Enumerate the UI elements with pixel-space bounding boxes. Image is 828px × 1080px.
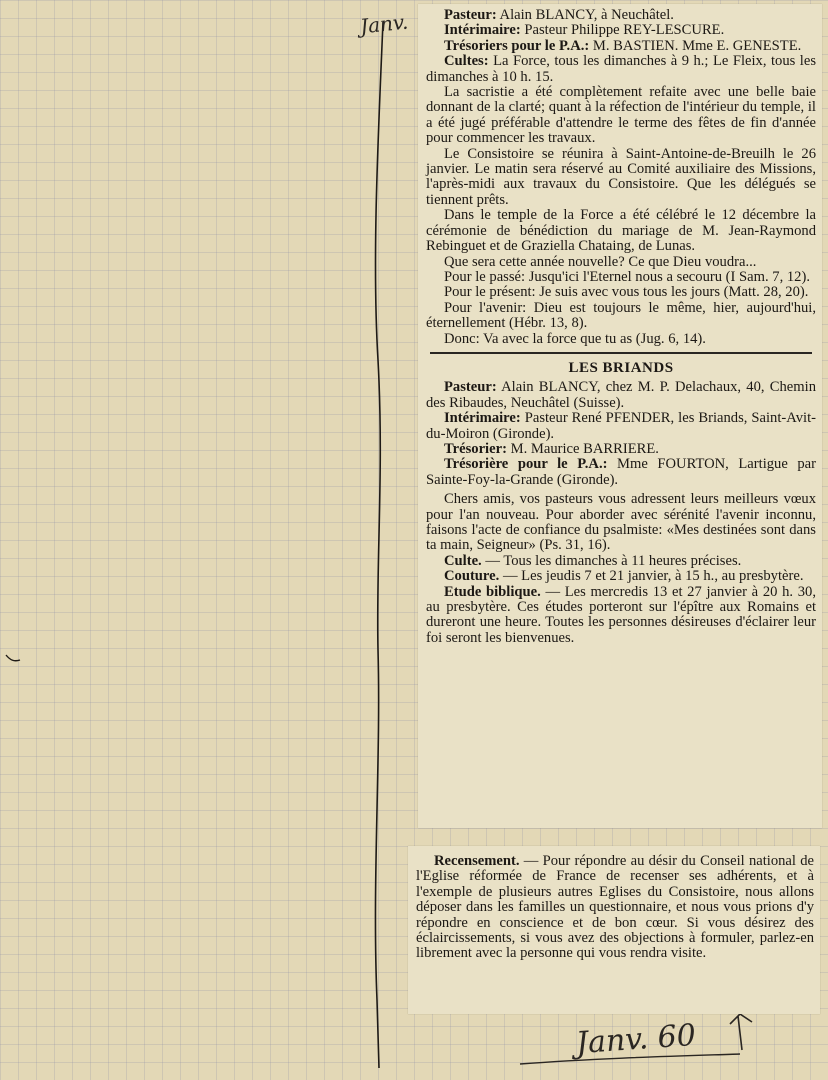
paragraph-donc: Donc: Va avec la force que tu as (Jug. 6, 14). (444, 330, 706, 347)
recensement-paragraph (416, 854, 814, 962)
newspaper-clipping-main (418, 4, 822, 828)
interimaire-line (426, 23, 816, 38)
paragraph-present: Pour le présent: Je suis avec vous tous les jours (Matt. 28, 20). (444, 284, 809, 301)
section-divider (430, 352, 812, 354)
interimaire-label: Intérimaire: (444, 22, 521, 39)
tresoriers-line (426, 39, 816, 54)
paragraph-avenir: Pour l'avenir: Dieu est toujours le même, hier, aujourd'hui, éternellement (Hébr. 13, 8). (426, 299, 816, 332)
clipping-column-2 (408, 846, 820, 962)
paragraph-voeux: Chers amis, vos pasteurs vous adressent leurs meilleurs vœux pour l'an nouveau. Pour aborder avec sérénité l'avenir inconnu, faisons l'acte de confiance du psalmiste: «Mes destinées sont dans ta main, Seigneur» (Ps. 31, 16). (426, 491, 816, 554)
recensement-text: — Pour répondre au désir du Conseil national de l'Eglise réformée de France de recenser ses adhérents, et à l'exemple de plusieurs autres Eglises du Consistoire, nous allons déposer dans les familles un questionnaire, et nous vous prions d'y répondre en conscience et de bon cœur. Si vous désirez des éclaircissements, si vous avez des objections à formuler, parlez-en librement avec la personne qui vous rendra visite. (416, 853, 814, 962)
tresoriers-label: Trésoriers pour le P.A.: (444, 37, 590, 54)
newspaper-clipping-recensement (408, 846, 820, 1014)
culte-line (426, 554, 816, 569)
paragraph-sacristie: La sacristie a été complètement refaite avec une belle baie donnant de la clarté; quant à la réfection de l'intérieur du temple, il a été jugé préférable d'attendre le terme des fêtes de fin d'année pour commencer les travaux. (426, 84, 816, 147)
pasteur-label: Pasteur: (444, 7, 497, 23)
culte-text: — Tous les dimanches à 11 heures précises. (485, 552, 742, 569)
handwritten-date-note: Janv. (358, 9, 410, 39)
tresorier-label: Trésorier: (444, 440, 507, 457)
tresoriere-line (426, 457, 816, 488)
clipping-column (418, 4, 822, 646)
interimaire-line-2 (426, 411, 816, 442)
paragraph-annee: Que sera cette année nouvelle? Ce que Dieu voudra... (444, 253, 757, 270)
interimaire-text-2: Pasteur René PFENDER, les Briands, Saint-Avit-du-Moiron (Gironde). (426, 410, 816, 442)
etude-text: — Les mercredis 13 et 27 janvier à 20 h. 30, au presbytère. Ces études porteront sur l'épître aux Romains et dureront une heure. Toutes les personnes désireuses d'éclairer leur foi seront les bienvenues. (426, 583, 816, 646)
section-heading: LES BRIANDS (568, 359, 674, 376)
paragraph-mariage: Dans le temple de la Force a été célébré le 12 décembre la cérémonie de bénédiction du mariage de M. Jean-Raymond Rebinguet et de Graziella Chataing, de Lunas. (426, 207, 816, 255)
cultes-line (426, 54, 816, 85)
culte-label: Culte. (444, 552, 482, 569)
pasteur-line (426, 8, 816, 23)
cultes-text: La Force, tous les dimanches à 9 h.; Le Fleix, tous les dimanches à 10 h. 15. (426, 53, 817, 85)
tresoriere-label: Trésorière pour le P.A.: (444, 456, 608, 473)
paragraph-consistoire: Le Consistoire se réunira à Saint-Antoine-de-Breuilh le 26 janvier. Le matin sera réservé au Comité auxiliaire des Missions, l'après-midi aux travaux du Consistoire. Que les délégués se tiennent prêts. (426, 145, 816, 208)
couture-line (426, 569, 816, 584)
couture-label: Couture. (444, 568, 500, 585)
paragraph-passe: Pour le passé: Jusqu'ici l'Eternel nous a secouru (I Sam. 7, 12). (444, 268, 810, 285)
etude-label: Etude biblique. (444, 583, 541, 600)
recensement-label: Recensement. (434, 853, 520, 869)
tresorier-line (426, 442, 816, 457)
tresoriers-text: M. BASTIEN. Mme E. GENESTE. (592, 37, 802, 54)
pasteur-text-2: Alain BLANCY, chez M. P. Delachaux, 40, Chemin des Ribaudes, Neuchâtel (Suisse). (426, 379, 816, 411)
interimaire-label-2: Intérimaire: (444, 410, 521, 427)
tresoriere-text: Mme FOURTON, Lartigue par Sainte-Foy-la-Grande (Gironde). (426, 456, 816, 488)
handwritten-date-footer: Janv. 60 (574, 1017, 697, 1062)
etude-line (426, 585, 816, 647)
pasteur-line-2 (426, 380, 816, 411)
pasteur-label-2: Pasteur: (444, 379, 497, 396)
interimaire-text: Pasteur Philippe REY-LESCURE. (524, 22, 725, 39)
couture-text: — Les jeudis 7 et 21 janvier, à 15 h., au presbytère. (502, 568, 804, 585)
cultes-label: Cultes: (444, 53, 489, 70)
tresorier-text: M. Maurice BARRIERE. (510, 440, 659, 457)
pasteur-text: Alain BLANCY, à Neuchâtel. (499, 7, 674, 23)
